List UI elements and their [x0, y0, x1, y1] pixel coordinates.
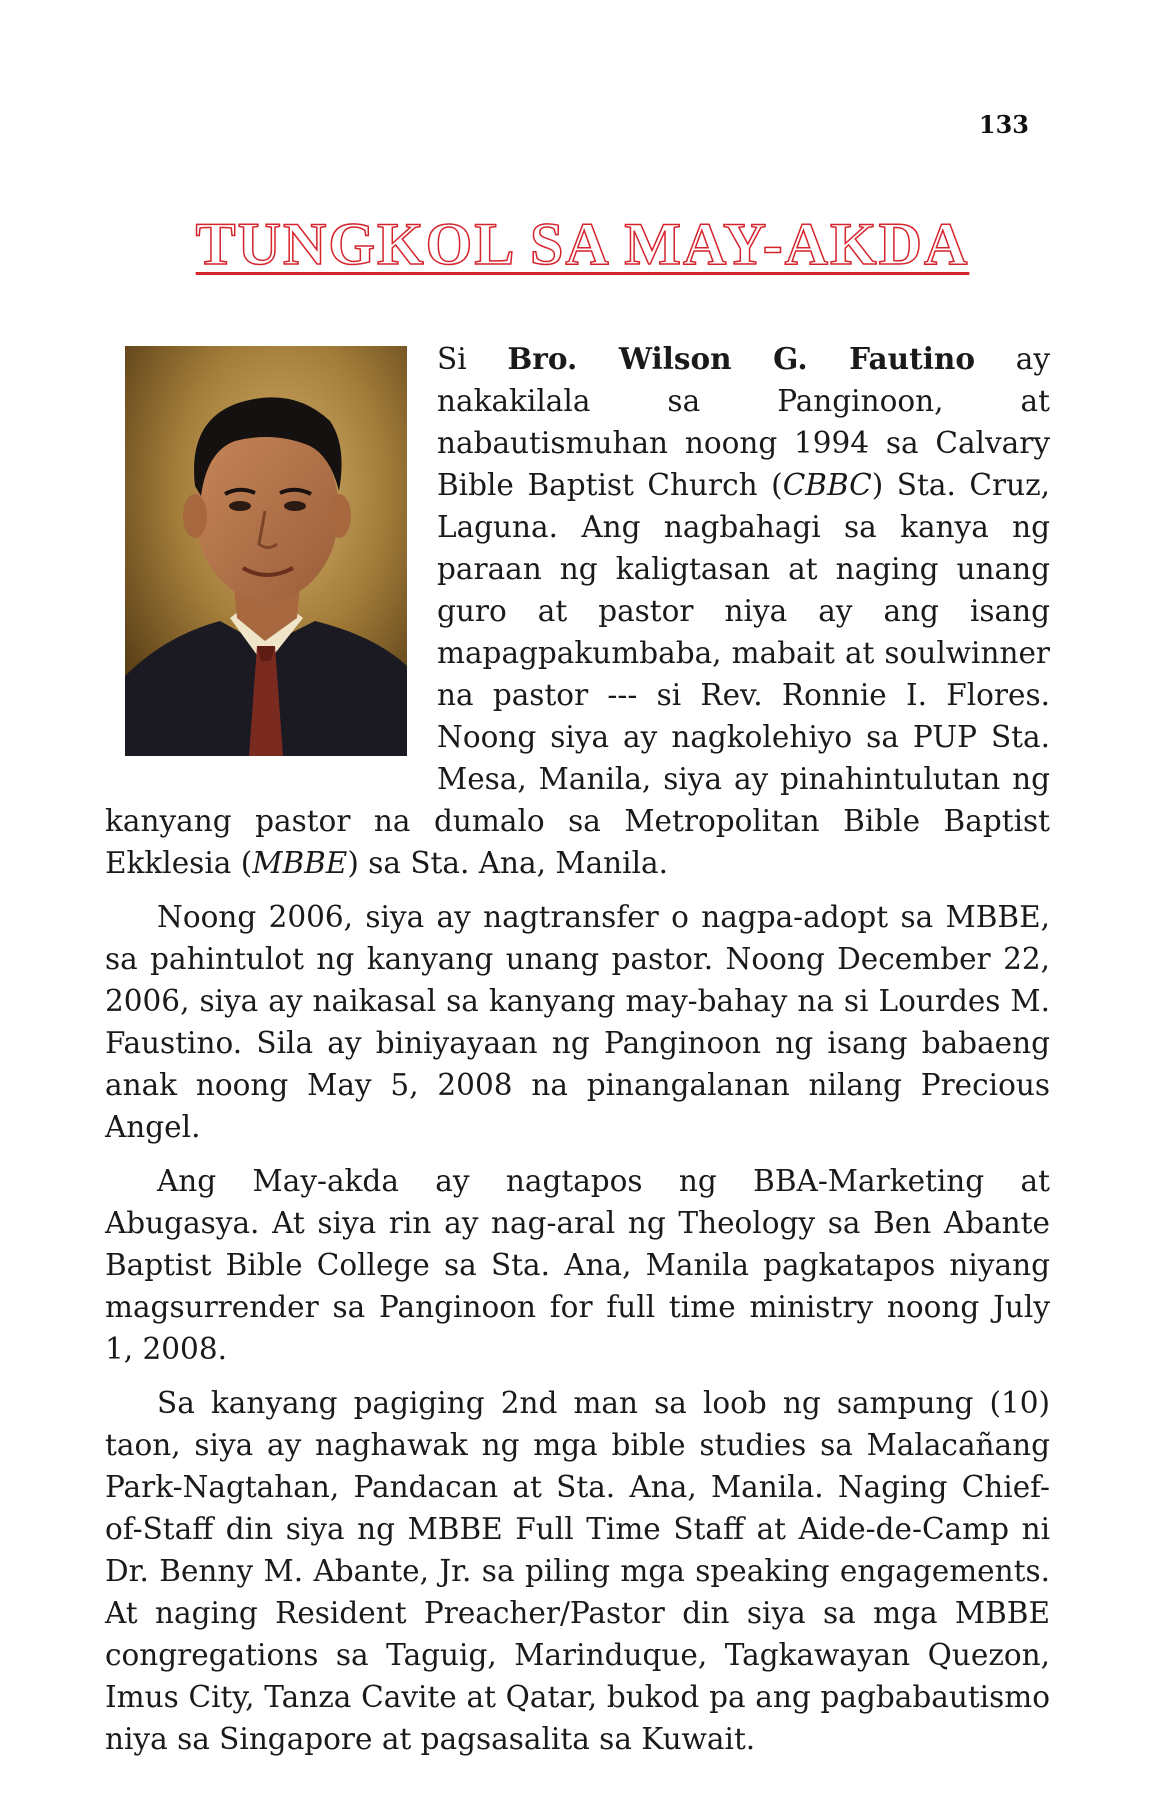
- paragraph-2: Noong 2006, siya ay nagtransfer o nagpa-adopt sa MBBE, sa pahintulot ng kanyang unang pastor. Noong December 22, 2006, siya ay naikasal sa kanyang may-bahay na si Lourdes M. Faustino. Sila ay biniyayaan ng Panginoon ng isang babaeng anak noong May 5, 2008 na pinangalanan nilang Precious Angel.: [105, 900, 1050, 1144]
- biography-text: [105, 338, 1050, 1772]
- abbr-cbbc: CBBC: [782, 468, 872, 502]
- paragraph-1-part1: ay nakakilala sa Panginoon, at nabautismuhan noong 1994 sa Calvary Bible Baptist Church (: [437, 342, 1050, 502]
- author-portrait: [125, 346, 407, 756]
- paragraph-4: Sa kanyang pagiging 2nd man sa loob ng sampung (10) taon, siya ay naghawak ng mga bible studies sa Malacañang Park-Nagtahan, Pandacan at Sta. Ana, Manila. Naging Chief-of-Staff din siya ng MBBE Full Time Staff at Aide-de-Camp ni Dr. Benny M. Abante, Jr. sa piling mga speaking engagements. At naging Resident Preacher/Pastor din siya sa mga MBBE congregations sa Taguig, Marinduque, Tagkawayan Quezon, Imus City, Tanza Cavite at Qatar, bukod pa ang pagbabautismo niya sa Singapore at pagsasalita sa Kuwait.: [105, 1386, 1050, 1756]
- paragraph-3: Ang May-akda ay nagtapos ng BBA-Marketing at Abugasya. At siya rin ay nag-aral ng Theology sa Ben Abante Baptist Bible College sa Sta. Ana, Manila pagkatapos niyang magsurrender sa Panginoon for full time ministry noong July 1, 2008.: [105, 1164, 1050, 1366]
- paragraph-1-lead: Si: [437, 342, 508, 376]
- page-title: TUNGKOL SA MAY-AKDA: [195, 211, 970, 277]
- author-name: Bro. Wilson G. Fautino: [507, 341, 976, 376]
- paragraph-1-part2: ) Sta. Cruz, Laguna. Ang nagbahagi sa kanya ng paraan ng kaligtasan at naging unang guro at pastor niya ay ang isang mapagpakumbaba, mabait at soulwinner na pastor --- si Rev. Ronnie I. Flores. Noong siya ay nagkolehiyo sa PUP Sta. Mesa, Manila, siya ay pinahintulutan ng kanyang pastor na dumalo sa Metropolitan Bible Baptist Ekklesia (: [105, 468, 1050, 880]
- paragraph-1-part3: ) sa Sta. Ana, Manila.: [347, 846, 669, 880]
- page-number: 133: [978, 110, 1029, 139]
- portrait-icon: [125, 346, 407, 756]
- abbr-mbbe: MBBE: [252, 846, 348, 880]
